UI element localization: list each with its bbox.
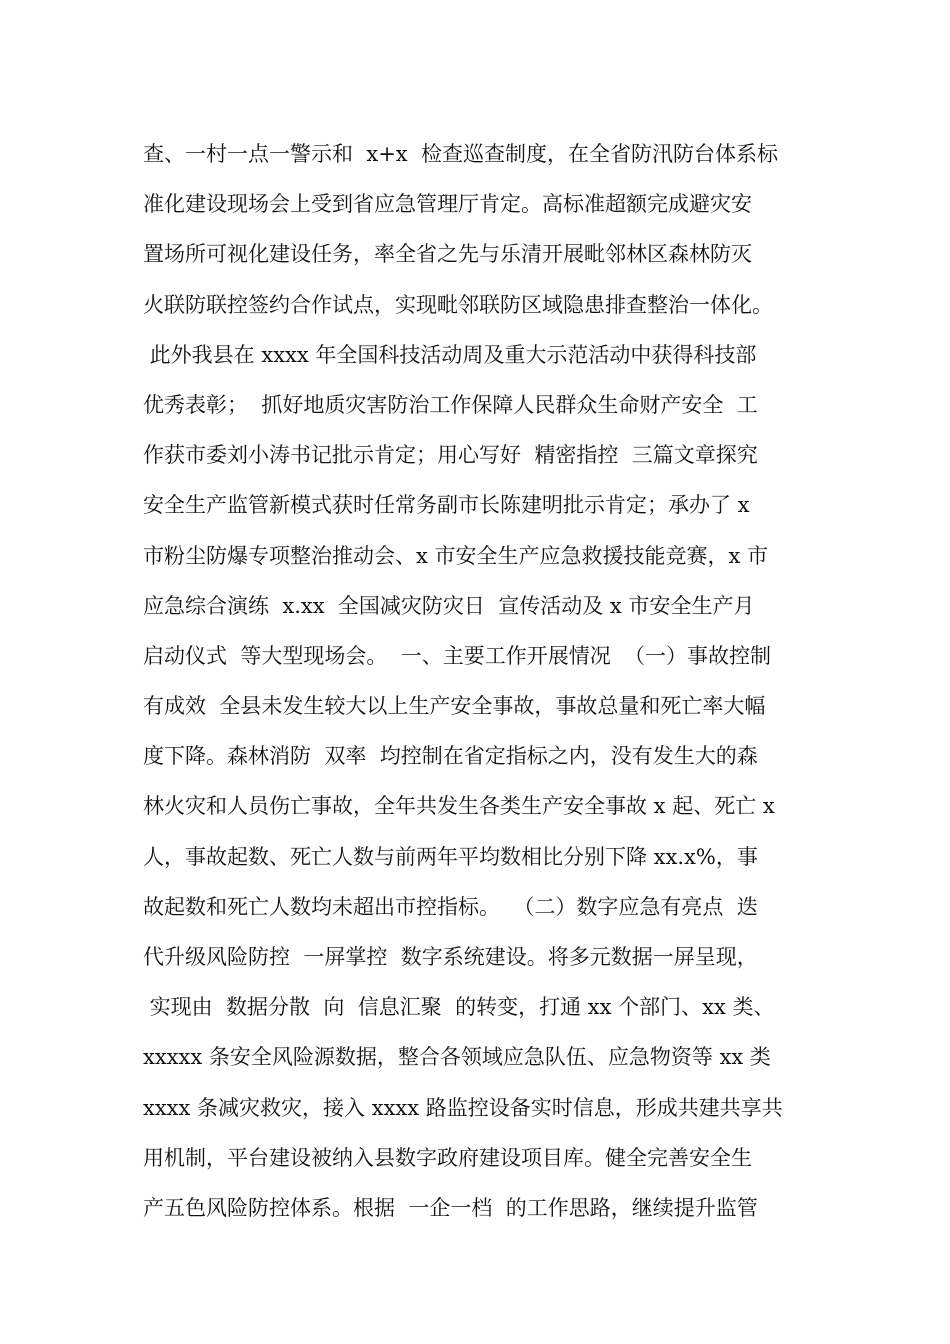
text-line: 置场所可视化建设任务，率全省之先与乐清开展毗邻林区森林防灭 (143, 242, 752, 267)
text-line: 用机制，平台建设被纳入县数字政府建设项目库。健全完善安全生 (143, 1145, 752, 1170)
text-line: 优秀表彰； 抓好地质灾害防治工作保障人民群众生命财产安全 工 (143, 392, 758, 417)
text-line: 人，事故起数、死亡人数与前两年平均数相比分别下降 xx.x%，事 (143, 844, 758, 869)
text-line: 准化建设现场会上受到省应急管理厅肯定。高标准超额完成避灾安 (143, 192, 752, 217)
text-line: 林火灾和人员伤亡事故，全年共发生各类生产安全事故 x 起、死亡 x (143, 794, 775, 819)
text-line: 安全生产监管新模式获时任常务副市长陈建明批示肯定；承办了 x (143, 493, 750, 518)
text-line: xxxx 条减灾救灾，接入 xxxx 路监控设备实时信息，形成共建共享共 (143, 1095, 783, 1120)
text-line: 作获市委刘小涛书记批示肯定；用心写好 精密指控 三篇文章探究 (143, 443, 758, 468)
text-line: 度下降。森林消防 双率 均控制在省定指标之内，没有发生大的森 (143, 744, 758, 769)
text-line: 查、一村一点一警示和 x+x 检查巡查制度，在全省防汛防台体系标 (143, 142, 778, 166)
body-text (143, 129, 823, 1233)
text-line: 产五色风险防控体系。根据 一企一档 的工作思路，继续提升监管 (143, 1195, 758, 1220)
text-line: 应急综合演练 x.xx 全国减灾防灾日 宣传活动及 x 市安全生产月 (143, 593, 755, 618)
text-line: 实现由 数据分散 向 信息汇聚 的转变，打通 xx 个部门、xx 类、 (143, 995, 775, 1020)
text-line: xxxxx 条安全风险源数据，整合各领域应急队伍、应急物资等 xx 类 (143, 1045, 771, 1070)
text-line: 此外我县在 xxxx 年全国科技活动周及重大示范活动中获得科技部 (143, 342, 757, 367)
text-line: 启动仪式 等大型现场会。 一、主要工作开展情况 （一）事故控制 (143, 643, 772, 668)
text-line: 代升级风险防控 一屏掌控 数字系统建设。将多元数据一屏呈现， (143, 945, 758, 969)
text-line: 市粉尘防爆专项整治推动会、x 市安全生产应急救援技能竞赛，x 市 (143, 543, 769, 568)
text-line: 火联防联控签约合作试点，实现毗邻联防区域隐患排查整治一体化。 (143, 292, 773, 317)
text-line: 有成效 全县未发生较大以上生产安全事故，事故总量和死亡率大幅 (143, 694, 766, 719)
text-line: 故起数和死亡人数均未超出市控指标。 （二）数字应急有亮点 迭 (143, 894, 758, 919)
